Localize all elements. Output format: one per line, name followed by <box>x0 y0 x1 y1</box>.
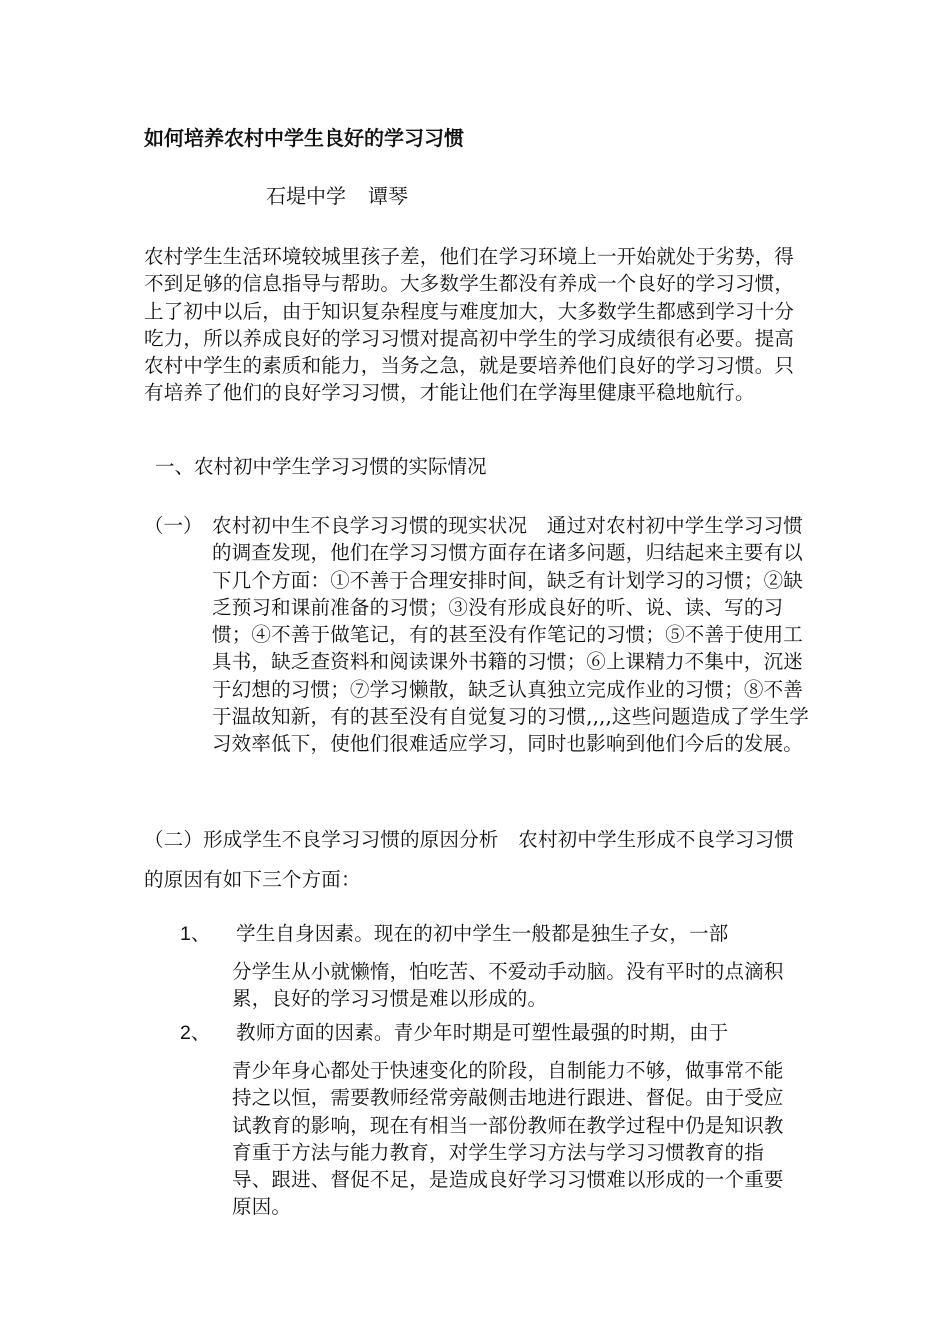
author-name: 谭琴 <box>368 184 408 208</box>
list-item-text: 分学生从小就懒惰，怕吃苦、不爱动手动脑。没有平时的点滴积累，良好的学习习惯是难以形成的。 <box>232 960 784 1011</box>
list-item-number: 2、 <box>180 1022 211 1044</box>
subsection-1 <box>144 512 814 758</box>
document-title: 如何培养农村中学生良好的学习习惯 <box>144 126 464 150</box>
subsection-1-label: （一） <box>144 514 203 537</box>
author-school: 石堤中学 <box>266 184 346 208</box>
list-item-text: 青少年身心都处于快速变化的阶段，自制能力不够，做事常不能持之以恒，需要教师经常旁敲侧击地进行跟进、督促。由于受应试教育的影响，现在有相当一部份教师在教学过程中仍是知识教育重于方法与能力教育，对学生学习方法与学习习惯教育的指导、跟进、督促不足，是造成良好学习习惯难以形成的一个重要原因。 <box>232 1059 784 1219</box>
list-item-first-line: 学生自身因素。现在的初中学生一般都是独生子女，一部 <box>236 922 729 945</box>
list-item-number: 1、 <box>180 923 211 945</box>
intro-paragraph: 农村学生生活环境较城里孩子差，他们在学习环境上一开始就处于劣势，得不到足够的信息指导与帮助。大多数学生都没有养成一个良好的学习习惯，上了初中以后，由于知识复杂程度与难度加大，大多数学生都感到学习十分吃力，所以养成良好的学习习惯对提高初中学生的学习成绩很有必要。提高农村中学生的素质和能力，当务之急，就是要培养他们良好的学习习惯。只有培养了他们的良好学习习惯，才能让他们在学海里健康平稳地航行。 <box>144 245 795 405</box>
subsection-1-text: 农村初中生不良学习习惯的现实状况 通过对农村初中学生学习习惯的调查发现，他们在学习习惯方面存在诸多问题，归结起来主要有以下几个方面：①不善于合理安排时间，缺乏有计划学习的习惯；②缺乏预习和课前准备的习惯；③没有形成良好的听、说、读、写的习惯；④不善于做笔记，有的甚至没有作笔记的习惯；⑤不善于使用工具书，缺乏查资料和阅读课外书籍的习惯；⑥上课精力不集中，沉迷于幻想的习惯；⑦学习懒散，缺乏认真独立完成作业的习惯；⑧不善于温故知新，有的甚至没有自觉复习的习惯,,,,这些问题造成了学生学习效率低下，使他们很难适应学习，同时也影响到他们今后的发展。 <box>212 514 809 756</box>
list-item-first-line: 教师方面的因素。青少年时期是可塑性最强的时期，由于 <box>236 1021 729 1044</box>
subsection-2: （二）形成学生不良学习习惯的原因分析 农村初中学生形成不良学习习惯的原因有如下三个方面： <box>144 828 795 891</box>
section-heading: 一、农村初中学生学习习惯的实际情况 <box>155 455 487 478</box>
author-line <box>266 182 408 210</box>
